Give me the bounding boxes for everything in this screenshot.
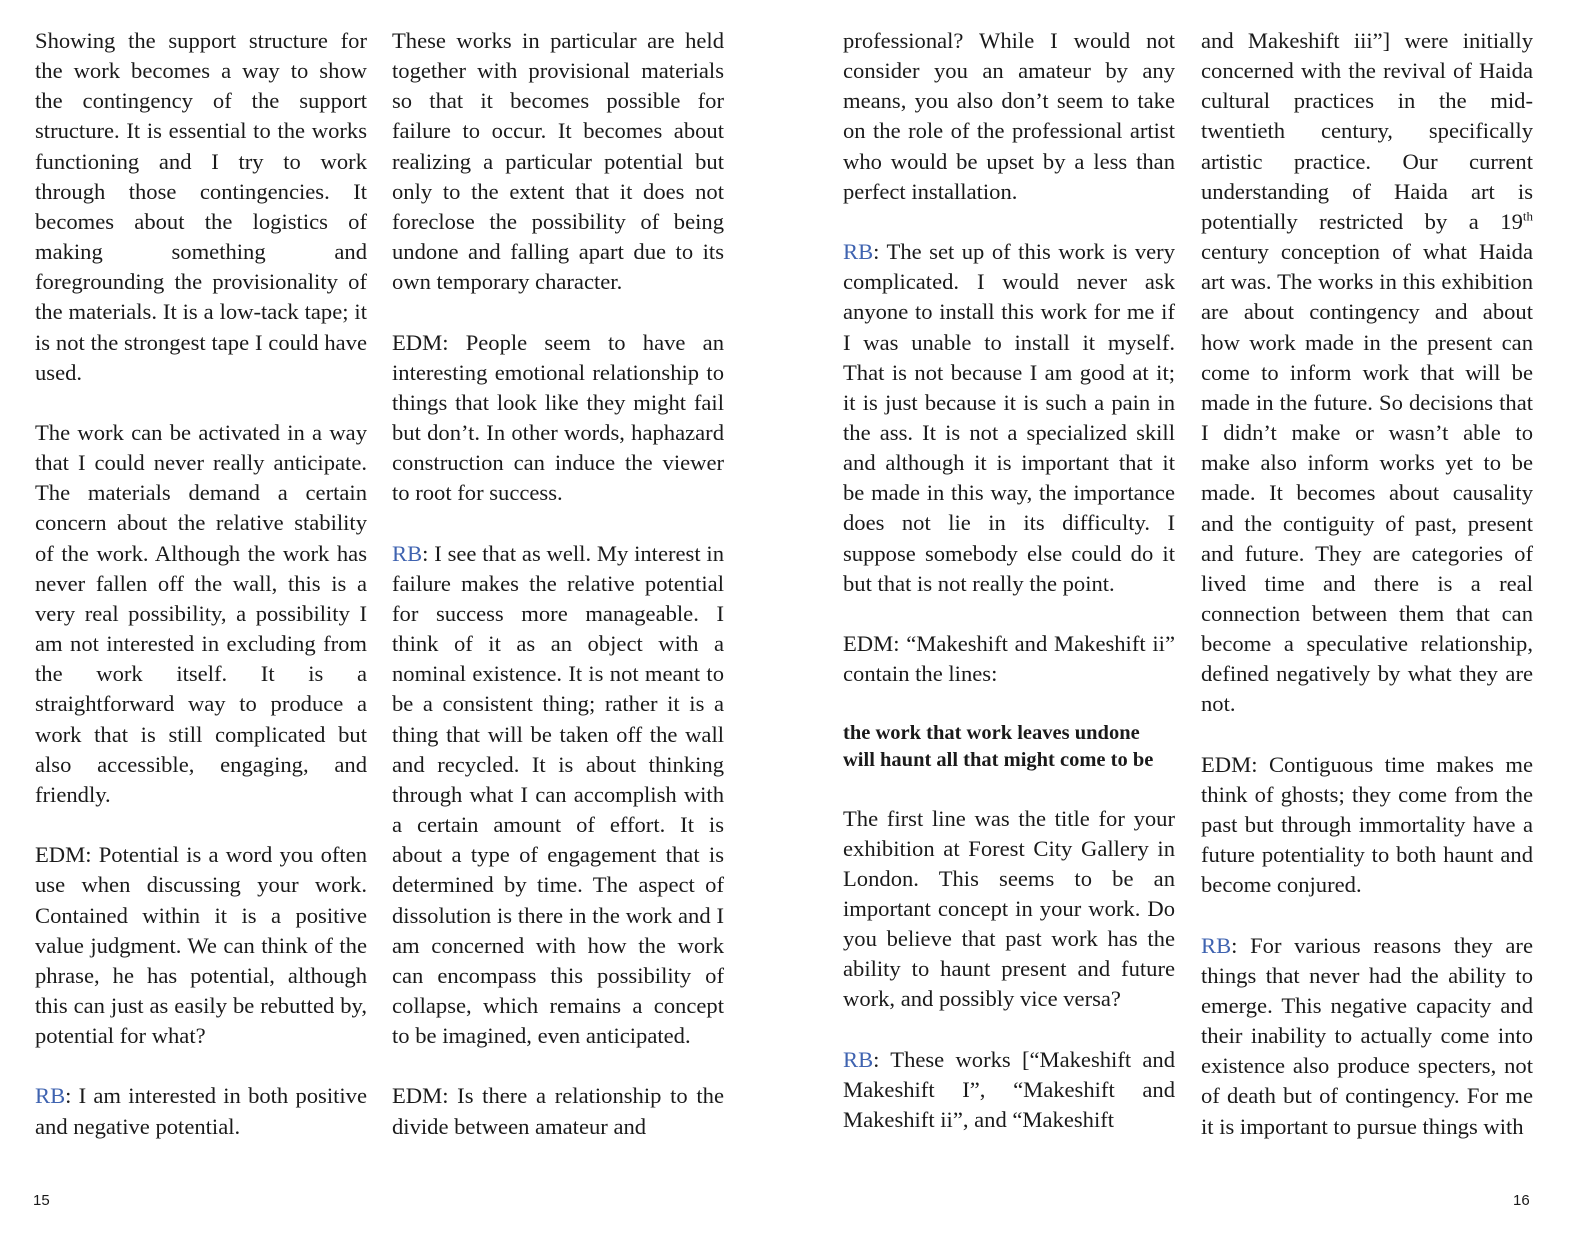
poem-quote — [843, 720, 1175, 774]
paragraph: EDM: Potential is a word you often use when discussing your work. Contained within it is a positive value judgment. We can think of the phrase, he has potential, although this can just as easily be rebutted by, potential for what? — [35, 842, 367, 1049]
paragraph — [843, 237, 1175, 599]
quote-line: the work that work leaves undone — [843, 721, 1140, 744]
speaker-label-rb: RB — [843, 1046, 874, 1072]
paragraph: The work can be activated in a way that I could never really anticipate. The materials demand a certain concern about the relative stability of the work. Although the work has never fallen off the wall, this is a very real possibility, a possibility I am not interested in excluding from the work itself. It is a straightforward way to produce a work that is still complicated but also accessible, engaging, and friendly. — [35, 420, 367, 807]
paragraph-text: : These works [“Makeshift and Makeshift I”, “Makeshift and Makeshift ii”, and “Makeshift — [843, 1046, 1175, 1133]
paragraph: EDM: Is there a relationship to the divide between amateur and — [392, 1083, 724, 1139]
paragraph-text: : The set up of this work is very complicated. I would never ask anyone to install this work for me if I was unable to install it myself. That is not because I am good at it; it is just because it is such a pain in the ass. It is not a specialized skill and although it is important that it be made in this way, the importance does not lie in its difficulty. I suppose somebody else could do it but that is not really the point. — [843, 239, 1175, 596]
paragraph: Showing the support structure for the work becomes a way to show the contingency of the support structure. It is essential to the works functioning and I try to work through those contingencies. It becomes about the logistics of making something and foregrounding the provisionality of the materials. It is a low-tack tape; it is not the strongest tape I could have used. — [35, 28, 367, 385]
paragraph-text: : For various reasons they are things that never had the ability to emerge. This negative capacity and their inability to actually come into existence also produce specters, not of death but of contingency. For me it is important to pursue things with — [1201, 932, 1533, 1139]
superscript: th — [1522, 208, 1533, 224]
right-page-column-2 — [1201, 26, 1533, 1142]
paragraph-text: : I see that as well. My interest in failure makes the relative potential for success more manageable. I think of it as an object with a nominal existence. It is not meant to be a consistent thing; rather it is a thing that will be taken off the wall and recycled. It is about thinking through what I can accomplish with a certain amount of effort. It is about a type of engagement that is determined by time. The aspect of dissolution is there in the work and I am concerned with how the work can encompass this possibility of collapse, which remains a concept to be imagined, even anticipated. — [392, 540, 724, 1049]
paragraph: EDM: Contiguous time makes me think of ghosts; they come from the past but through immortality have a future potentiality to both haunt and become conjured. — [1201, 751, 1533, 898]
speaker-label-rb: RB — [392, 540, 423, 566]
paragraph-text: century conception of what Haida art was. The works in this exhibition are about contingency and about how work made in the present can come to inform work that will be made in the future. So decisions that I didn’t make or wasn’t able to make also inform works yet to be made. It becomes about causality and the contiguity of past, present and future. They are categories of lived time and there is a real connection between them that can become a speculative relationship, defined negatively by what they are not. — [1201, 239, 1533, 717]
left-page-column-1 — [35, 26, 367, 1142]
paragraph: professional? While I would not consider you an amateur by any means, you also don’t seem to take on the role of the professional artist who would be upset by a less than perfect installation. — [843, 28, 1175, 204]
paragraph — [35, 1081, 367, 1141]
left-page-column-2 — [392, 26, 724, 1142]
paragraph — [392, 539, 724, 1052]
speaker-label-rb: RB — [35, 1083, 66, 1109]
paragraph: EDM: People seem to have an interesting emotional relationship to things that look like they might fail but don’t. In other words, haphazard construction can induce the viewer to root for success. — [392, 329, 724, 506]
speaker-label-rb: RB — [1201, 932, 1232, 958]
page-number-right: 16 — [1513, 1192, 1530, 1209]
speaker-label-rb: RB — [843, 239, 874, 265]
right-page-column-1 — [843, 26, 1175, 1135]
paragraph — [1201, 931, 1533, 1142]
quote-line: will haunt all that might come to be — [843, 748, 1154, 771]
paragraph: These works in particular are held together with provisional materials so that it becomes possible for failure to occur. It becomes about realizing a particular potential but only to the extent that it does not foreclose the possibility of being undone and falling apart due to its own temporary character. — [392, 28, 724, 295]
paragraph: EDM: “Makeshift and Makeshift ii” contain the lines: — [843, 631, 1175, 687]
paragraph-text: and Makeshift iii”] were initially concerned with the revival of Haida cultural practices in the mid-twentieth century, specifically artistic practice. Our current understanding of Haida art is potentially restricted by a 19 — [1201, 28, 1533, 234]
paragraph-text: : I am interested in both positive and negative potential. — [35, 1083, 367, 1139]
paragraph — [843, 1045, 1175, 1135]
paragraph — [1201, 26, 1533, 720]
paragraph: The first line was the title for your exhibition at Forest City Gallery in London. This seems to be an important concept in your work. Do you believe that past work has the ability to haunt present and future work, and possibly vice versa? — [843, 805, 1175, 1012]
page-number-left: 15 — [33, 1192, 50, 1209]
